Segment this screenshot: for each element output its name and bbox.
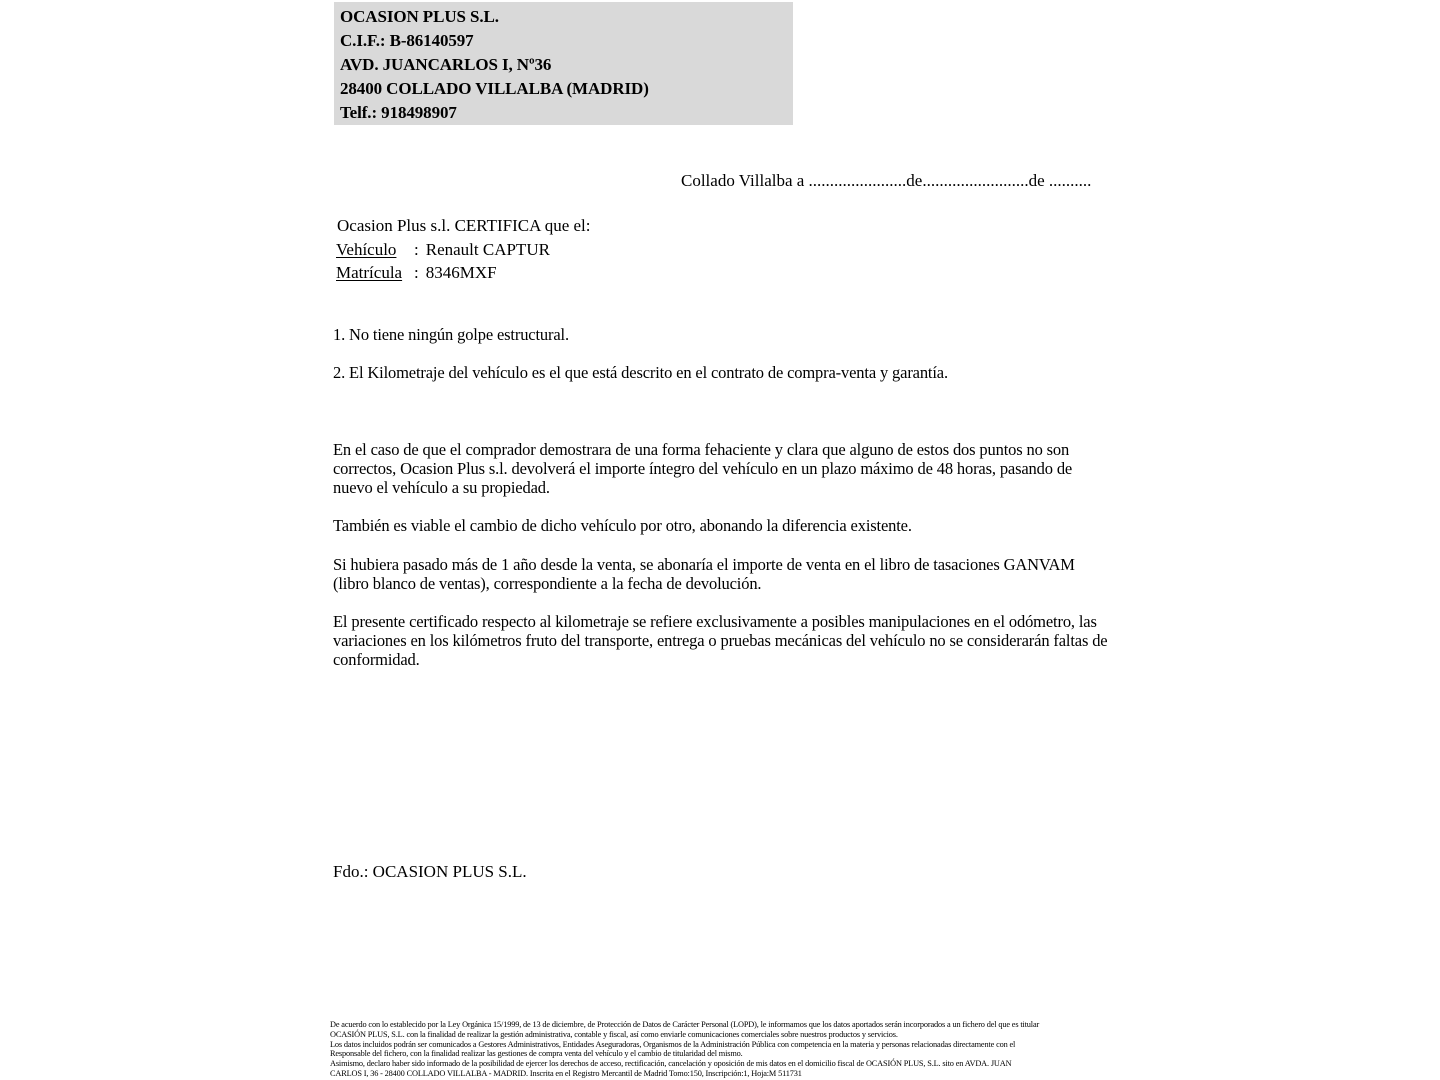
numbered-item-1: 1. No tiene ningún golpe estructural. [333, 325, 569, 344]
vehicle-value: Renault CAPTUR [425, 240, 550, 259]
paragraph-odometer: El presente certificado respecto al kilometraje se refiere exclusivamente a posibles manipulaciones en el odómetro, las variaciones en los kilómetros fruto del transporte, entrega o pruebas mecánicas del vehículo no se considerarán faltas de conformidad. [333, 612, 1108, 670]
company-name: OCASION PLUS S.L. [340, 7, 499, 26]
company-city: 28400 COLLADO VILLALBA (MADRID) [340, 79, 649, 98]
signature-line: Fdo.: OCASION PLUS S.L. [333, 862, 527, 881]
legal-line: OCASIÓN PLUS, S.L. con la finalidad de realizar la gestión administrativa, contable y fiscal, así como enviarle comunicaciones comerciales sobre nuestros productos y servicios. [330, 1029, 898, 1039]
paragraph-exchange: También es viable el cambio de dicho vehículo por otro, abonando la diferencia existente. [333, 516, 912, 535]
numbered-item-2: 2. El Kilometraje del vehículo es el que está descrito en el contrato de compra-venta y garantía. [333, 363, 948, 382]
plate-value: 8346MXF [425, 263, 497, 282]
legal-line: Los datos incluidos podrán ser comunicados a Gestores Administrativos, Entidades Aseguradoras, Organismos de la Administración Pública con competencia en la materia y personas relacionadas directamente con el [330, 1039, 1016, 1049]
vehicle-separator: : [414, 240, 419, 259]
plate-label: Matrícula [336, 263, 403, 282]
company-phone: Telf.: 918498907 [340, 103, 457, 122]
plate-separator: : [414, 263, 419, 282]
legal-line: CARLOS I, 36 - 28400 COLLADO VILLALBA - MADRID. Inscrita en el Registro Mercantil de Madrid Tomo:150, Inscripción:1, Hoja:M 511731 [330, 1068, 802, 1078]
paragraph-refund: En el caso de que el comprador demostrara de una forma fehaciente y clara que alguno de estos dos puntos no son correctos, Ocasion Plus s.l. devolverá el importe íntegro del vehículo en un plazo máximo de 48 horas, pasando de nuevo el vehículo a su propiedad. [333, 440, 1073, 498]
vehicle-label: Vehículo [336, 240, 397, 259]
legal-line: De acuerdo con lo establecido por la Ley Orgánica 15/1999, de 13 de diciembre, de Protección de Datos de Carácter Personal (LOPD), le informamos que los datos aportados serán incorporados a un fichero del que es titular [330, 1020, 1040, 1029]
paragraph-ganvam: Si hubiera pasado más de 1 año desde la venta, se abonaría el importe de venta en el libro de tasaciones GANVAM (libro blanco de ventas), correspondiente a la fecha de devolución. [333, 555, 1075, 594]
plate-field [336, 263, 497, 282]
legal-line: Responsable del fichero, con la finalidad realizar las gestiones de compra venta del vehículo y el cambio de titularidad del mismo. [330, 1049, 743, 1059]
vehicle-field [336, 240, 550, 259]
company-address: AVD. JUANCARLOS I, Nº36 [340, 55, 552, 74]
company-header-box [334, 2, 793, 125]
legal-notice [330, 1020, 1110, 1079]
certifies-intro: Ocasion Plus s.l. CERTIFICA que el: [337, 216, 591, 235]
company-cif: C.I.F.: B-86140597 [340, 31, 474, 50]
legal-line: Asimismo, declaro haber sido informado de la posibilidad de ejercer los derechos de acceso, rectificación, cancelación y oposición de mis datos en el domicilio fiscal de OCASIÓN PLUS, S.L. sito en AVDA. JUAN [330, 1059, 1012, 1069]
date-line: Collado Villalba a .......................de.........................de .......... [681, 171, 1092, 190]
